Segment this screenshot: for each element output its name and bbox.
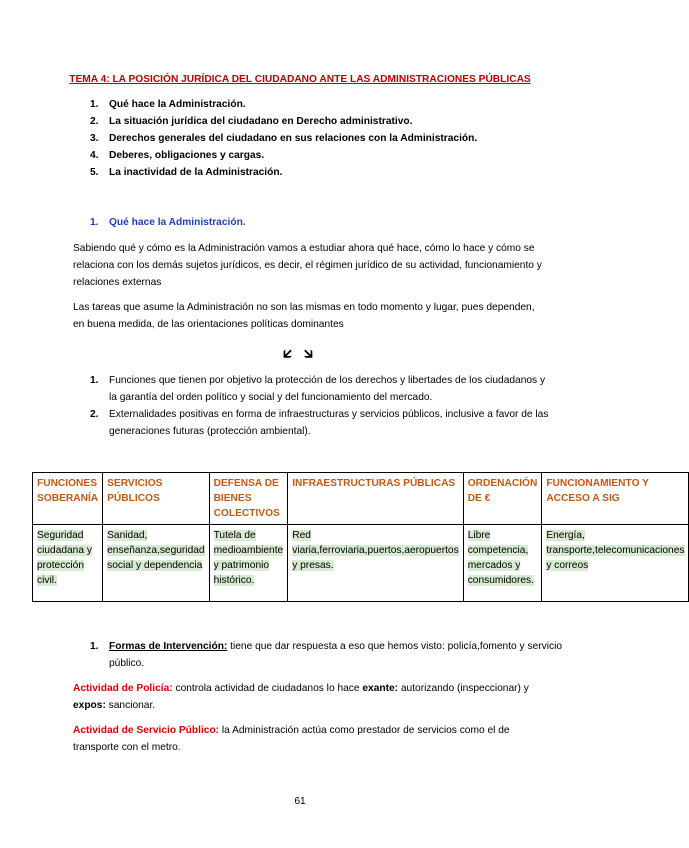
highlighted-text: Seguridad ciudadana y protección civil. (37, 530, 92, 586)
table-cell (288, 525, 463, 602)
functions-list (90, 372, 550, 440)
toc-number: 2. (90, 116, 99, 127)
toc-item (90, 113, 477, 130)
toc-item (90, 96, 477, 113)
toc-text: Qué hace la Administración. (109, 99, 246, 110)
toc-text: La inactividad de la Administración. (109, 167, 283, 178)
policia-text: controla actividad de ciudadanos lo hace (172, 683, 363, 694)
page-title: TEMA 4: LA POSICIÓN JURÍDICA DEL CIUDADANO ANTE LAS ADMINISTRACIONES PÚBLICAS (69, 74, 531, 85)
list-item (90, 372, 550, 406)
table-of-contents (90, 96, 477, 181)
formas-intervencion-item (90, 638, 579, 672)
table-cell (542, 525, 689, 602)
formas-label: Formas de Intervención: (109, 641, 228, 652)
formas-text: tiene que dar respuesta a eso que hemos visto: policía,fomento y servicio público. (109, 641, 563, 669)
toc-text: Deberes, obligaciones y cargas. (109, 150, 265, 161)
toc-number: 1. (90, 99, 99, 110)
toc-number: 4. (90, 150, 99, 161)
table-cell (463, 525, 542, 602)
servicio-label: Actividad de Servicio Público: (73, 725, 220, 736)
page-number: 61 (294, 796, 306, 807)
table-header-cell: FUNCIONES SOBERANÍA (33, 473, 103, 525)
list-number: 2. (90, 409, 99, 420)
list-item (90, 406, 550, 440)
expos-term: expos: (73, 700, 106, 711)
list-text: Externalidades positivas en forma de infraestructuras y servicios públicos, inclusive a favor de las generaciones futuras (protección ambiental). (109, 409, 549, 437)
intro-paragraph: Sabiendo qué y cómo es la Administración vamos a estudiar ahora qué hace, cómo lo hace y cómo se relaciona con los demás sujetos jurídicos, es decir, el régimen jurídico de su actividad, funcionamiento y relaciones externas (73, 243, 542, 288)
servicio-paragraph (73, 722, 543, 756)
policia-label: Actividad de Policía: (73, 683, 173, 694)
highlighted-text: Energía, transporte,telecomunicaciones y correos (546, 530, 685, 571)
list-number: 1. (90, 375, 99, 386)
table-row (33, 525, 689, 602)
section-number: 1. (90, 217, 99, 228)
highlighted-text: Red viaria,ferroviaria,puertos,aeropuertos y presas. (292, 530, 459, 571)
toc-item (90, 130, 477, 147)
table-header-cell: SERVICIOS PÚBLICOS (103, 473, 209, 525)
list-text: Funciones que tienen por objetivo la protección de los derechos y libertades de los ciudadanos y la garantía del orden político y social y del funcionamiento del mercado. (109, 375, 546, 403)
list-number: 1. (90, 641, 99, 652)
table-header-cell: ORDENACIÓN DE € (463, 473, 542, 525)
toc-item (90, 164, 477, 181)
highlighted-text: Tutela de medioambiente y patrimonio histórico. (213, 530, 284, 586)
policia-text: autorizando (inspeccionar) y (398, 683, 529, 694)
table-header-cell: FUNCIONAMIENTO Y ACCESO A SIG (542, 473, 689, 525)
toc-text: Derechos generales del ciudadano en sus relaciones con la Administración. (109, 133, 478, 144)
toc-number: 3. (90, 133, 99, 144)
table-cell (33, 525, 103, 602)
toc-item (90, 147, 477, 164)
table-cell (209, 525, 288, 602)
highlighted-text: Libre competencia, mercados y consumidores. (467, 530, 534, 586)
table-header-cell: DEFENSA DE BIENES COLECTIVOS (209, 473, 288, 525)
tasks-paragraph: Las tareas que asume la Administración no son las mismas en todo momento y lugar, pues dependen, en buena medida, de las orientaciones políticas dominantes (73, 302, 535, 330)
policia-text: sancionar. (105, 700, 156, 711)
toc-text: La situación jurídica del ciudadano en Derecho administrativo. (109, 116, 413, 127)
servicio-text: la Administración actúa como prestador de servicios como el de transporte con el metro. (73, 725, 510, 753)
functions-table (32, 472, 689, 602)
section-heading (90, 217, 246, 228)
policia-paragraph (73, 680, 543, 714)
section-title: Qué hace la Administración. (109, 217, 246, 228)
table-header-cell: INFRAESTRUCTURAS PÚBLICAS (288, 473, 463, 525)
arrows-icon: 🡯 🡮 (283, 345, 317, 361)
highlighted-text: Sanidad, enseñanza,seguridad social y dependencia (107, 530, 205, 571)
table-header-row (33, 473, 689, 525)
exante-term: exante: (362, 683, 399, 694)
toc-number: 5. (90, 167, 99, 178)
table-cell (103, 525, 209, 602)
